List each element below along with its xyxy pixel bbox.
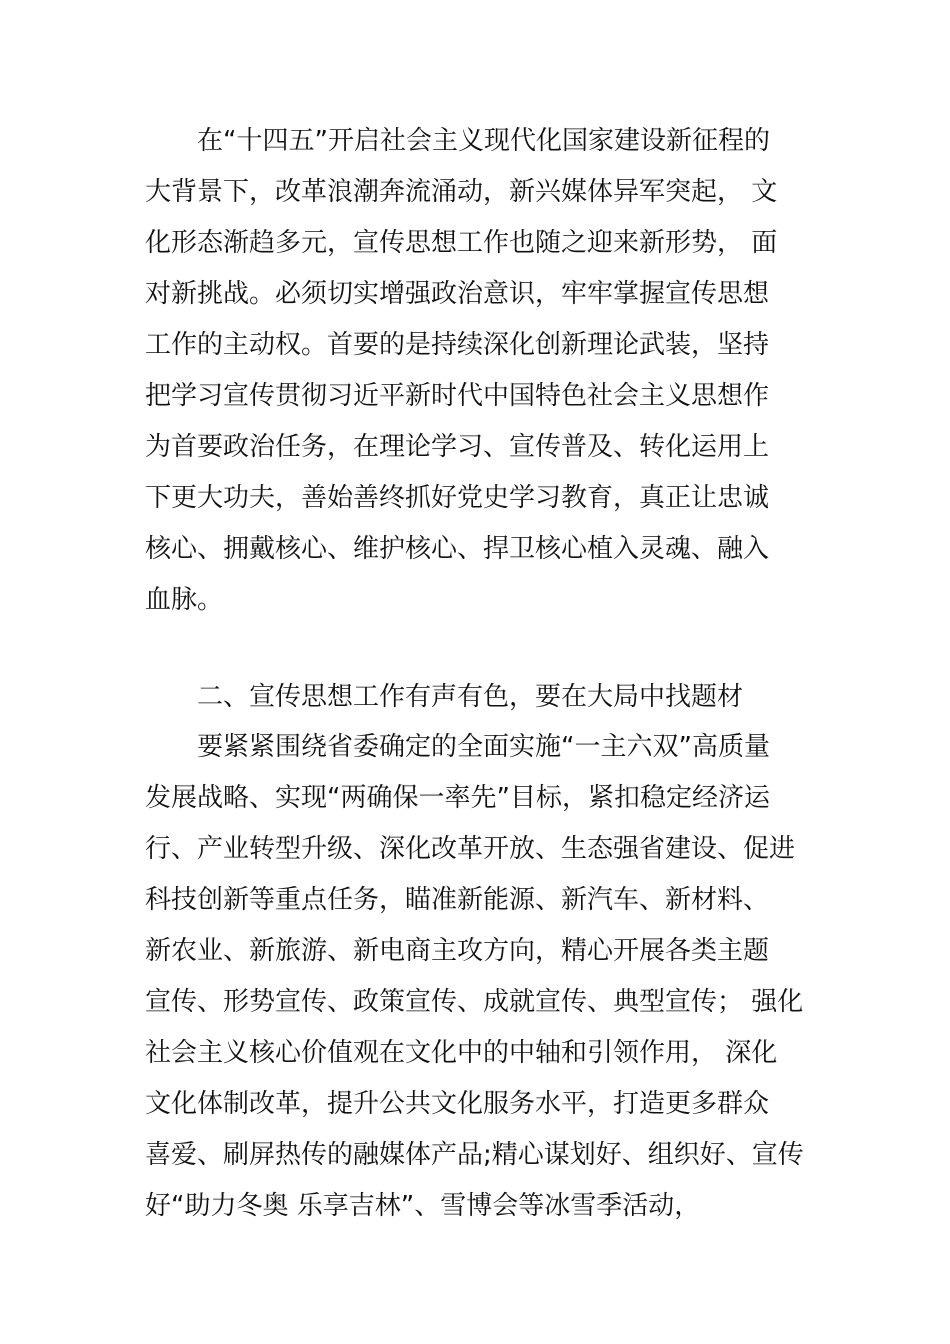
- paragraph-1-line-10: 血脉。: [145, 585, 224, 615]
- paragraph-2-line-1: 要紧紧围绕省委确定的全面实施“一主六双”高质量: [197, 732, 770, 762]
- section-2-heading: 二、宣传思想工作有声有色，要在大局中找题材: [197, 682, 744, 712]
- paragraph-2-line-2: 发展战略、实现“两确保一率先”目标，紧扣稳定经济运: [145, 783, 770, 813]
- paragraph-1-line-9: 核心、拥戴核心、维护核心、捍卫核心植入灵魂、融入: [145, 534, 770, 564]
- paragraph-2-line-4: 科技创新等重点任务，瞄准新能源、新汽车、新材料、: [145, 885, 770, 915]
- paragraph-2-line-9: 喜爱、刷屏热传的融媒体产品;精心谋划好、组织好、宣传: [145, 1140, 804, 1170]
- paragraph-2-line-8: 文化体制改革，提升公共文化服务水平，打造更多群众: [145, 1089, 770, 1119]
- paragraph-1-line-8: 下更大功夫，善始善终抓好党史学习教育，真正让忠诚: [145, 483, 770, 513]
- paragraph-1-line-4: 对新挑战。必须切实增强政治意识，牢牢掌握宣传思想: [145, 279, 770, 309]
- paragraph-1-line-5: 工作的主动权。首要的是持续深化创新理论武装，坚持: [145, 330, 770, 360]
- paragraph-2-line-6: 宣传、形势宣传、政策宣传、成就宣传、典型宣传； 强化: [145, 987, 804, 1017]
- paragraph-1-line-2: 大背景下，改革浪潮奔流涌动，新兴媒体异军突起， 文: [145, 177, 778, 207]
- paragraph-1-line-7: 为首要政治任务，在理论学习、宣传普及、转化运用上: [145, 432, 770, 462]
- paragraph-1-line-3: 化形态渐趋多元，宣传思想工作也随之迎来新形势， 面: [145, 228, 778, 258]
- paragraph-2-line-10: 好“助力冬奥 乐享吉林”、雪博会等冰雪季活动，: [145, 1191, 701, 1221]
- paragraph-2-line-7: 社会主义核心价值观在文化中的中轴和引领作用， 深化: [145, 1038, 778, 1068]
- paragraph-2-line-5: 新农业、新旅游、新电商主攻方向，精心开展各类主题: [145, 936, 770, 966]
- paragraph-1-line-6: 把学习宣传贯彻习近平新时代中国特色社会主义思想作: [145, 381, 770, 411]
- paragraph-1-line-1: 在“十四五”开启社会主义现代化国家建设新征程的: [197, 126, 770, 156]
- paragraph-2-line-3: 行、产业转型升级、深化改革开放、生态强省建设、促进: [145, 834, 796, 864]
